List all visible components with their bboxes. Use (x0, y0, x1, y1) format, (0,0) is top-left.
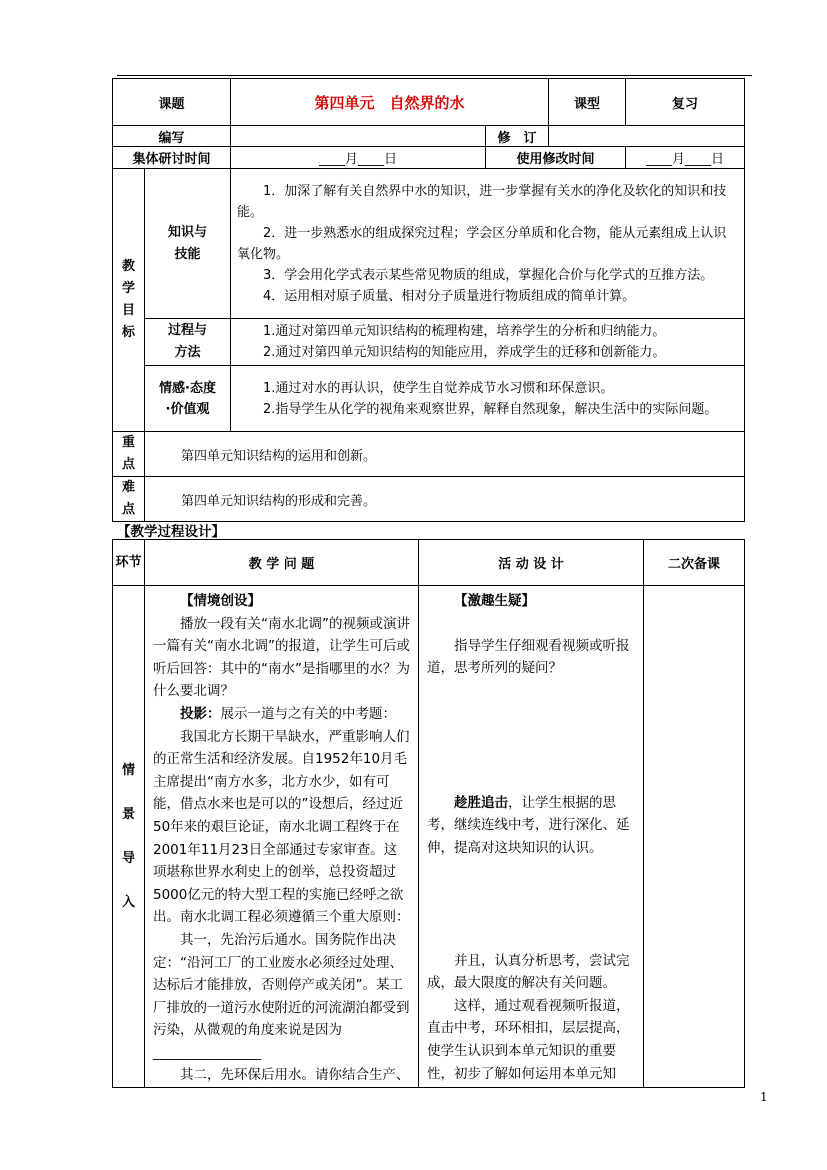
knowledge-item: 1．加深了解有关自然界中水的知识，进一步掌握有关水的净化及软化的知识和技能。 (237, 183, 727, 220)
type-value: 复习 (626, 79, 745, 126)
question-paragraph: 播放一段有关“南水北调”的视频或演讲一篇有关“南水北调”的报道，让学生可后或听后回答：其中的“南水”是指哪里的水？为什么要北调？ (153, 615, 410, 700)
topic-label: 课题 (113, 79, 231, 126)
process-item: 1.通过对第四单元知识结构的梳理构建，培养学生的分析和归纳能力。 (263, 324, 666, 339)
type-label: 课型 (549, 79, 626, 126)
emotion-item: 1.通过对水的再认识，使学生自觉养成节水习惯和环保意识。 (263, 380, 614, 396)
group-time-value: ____月____日 (231, 147, 486, 169)
process-label: 过程与方法 (145, 319, 231, 366)
author-label: 编写 (113, 126, 231, 147)
difficulty-text: 第四单元知识结构的形成和完善。 (145, 477, 745, 522)
author-value (231, 126, 486, 147)
question-paragraph: 我国北方长期干旱缺水，严重影响人们的正常生活和经济发展。自1952年10月毛主席提出“南方水多，北方水少，如有可能，借点水来也是可以的”设想后，经过近50年来的艰巨论证，南水北调工程终于在2001年11月23日全部通过专家审查。这项堪称世界水利史上的创举，总投资超过5000亿元的特大型工程的实施已经呼之欲出。南水北调工程必须遵循三个重大原则： (153, 728, 410, 926)
objectives-label: 教 学 目 标 (113, 169, 145, 432)
emotion-items (231, 366, 745, 432)
process-design-title: 【教学过程设计】 (117, 524, 225, 540)
use-time-value: ____月____日 (626, 147, 745, 169)
question-paragraph: 其二，先环保后用水。请你结合生产、 (180, 1067, 410, 1084)
emotion-label: 情感·态度·价值观 (145, 366, 231, 432)
question-paragraph: 投影：展示一道与之有关的中考题： (180, 705, 396, 722)
activity-cell (419, 586, 644, 1088)
key-point-label: 重 点 (113, 432, 145, 477)
col-question: 教 学 问 题 (145, 540, 419, 586)
topic-title: 第四单元 自然界的水 (231, 79, 549, 126)
col-stage: 环节 (113, 540, 145, 586)
knowledge-item: 2．进一步熟悉水的组成探究过程；学会区分单质和化合物，能从元素组成上认识氧化物。 (237, 225, 727, 262)
activity-paragraph: 并且，认真分析思考，尝试完成，最大限度的解决有关问题。 (427, 952, 630, 992)
group-time-label: 集体研讨时间 (113, 147, 231, 169)
stage-label: 情 景 导 入 (113, 586, 145, 1088)
knowledge-items (231, 169, 745, 319)
activity-paragraph: 指导学生仔细观看视频或听报道，思考所列的疑问？ (427, 637, 630, 677)
process-item: 2.通过对第四单元知识结构的知能应用，养成学生的迁移和创新能力。 (263, 345, 666, 360)
process-items (231, 319, 745, 366)
backup-cell (644, 586, 745, 1088)
emotion-item: 2.指导学生从化学的视角来观察世界，解释自然现象，解决生活中的实际问题。 (263, 401, 718, 417)
activity-heading: 【激趣生疑】 (454, 593, 535, 609)
difficulty-label: 难 点 (113, 477, 145, 522)
col-activity: 活 动 设 计 (419, 540, 644, 586)
use-time-label: 使用修改时间 (486, 147, 626, 169)
revise-value (549, 126, 745, 147)
question-cell (145, 586, 419, 1088)
question-heading: 【情境创设】 (180, 593, 261, 609)
col-backup: 二次备课 (644, 540, 745, 586)
knowledge-label: 知识与技能 (145, 169, 231, 319)
knowledge-item: 3．学会用化学式表示某些常见物质的组成，掌握化合价与化学式的互推方法。 (263, 267, 714, 283)
key-point-text: 第四单元知识结构的运用和创新。 (145, 432, 745, 477)
page-number: 1 (760, 1090, 768, 1104)
activity-paragraph: 这样，通过观看视频听报道，直击中考，环环相扣，层层提高，使学生认识到本单元知识的重要性，初步了解如何运用本单元知 (427, 997, 630, 1082)
teaching-process-table (112, 539, 745, 1088)
header-rule (117, 75, 752, 76)
activity-paragraph: 趁胜追击，让学生根据的思考，继续连线中考，进行深化、延伸，提高对这块知识的认识。 (427, 794, 630, 856)
lesson-info-table (112, 78, 745, 522)
revise-label: 修 订 (486, 126, 549, 147)
question-paragraph: 其一，先治污后通水。国务院作出决定：“沿河工厂的工业废水必须经过处理、达标后才能排放，否则停产或关闭”。某工厂排放的一道污水使附近的河流湖泊都受到污染，从微观的角度来说是因为________________ (153, 931, 410, 1061)
knowledge-item: 4．运用相对原子质量、相对分子质量进行物质组成的简单计算。 (263, 288, 636, 304)
